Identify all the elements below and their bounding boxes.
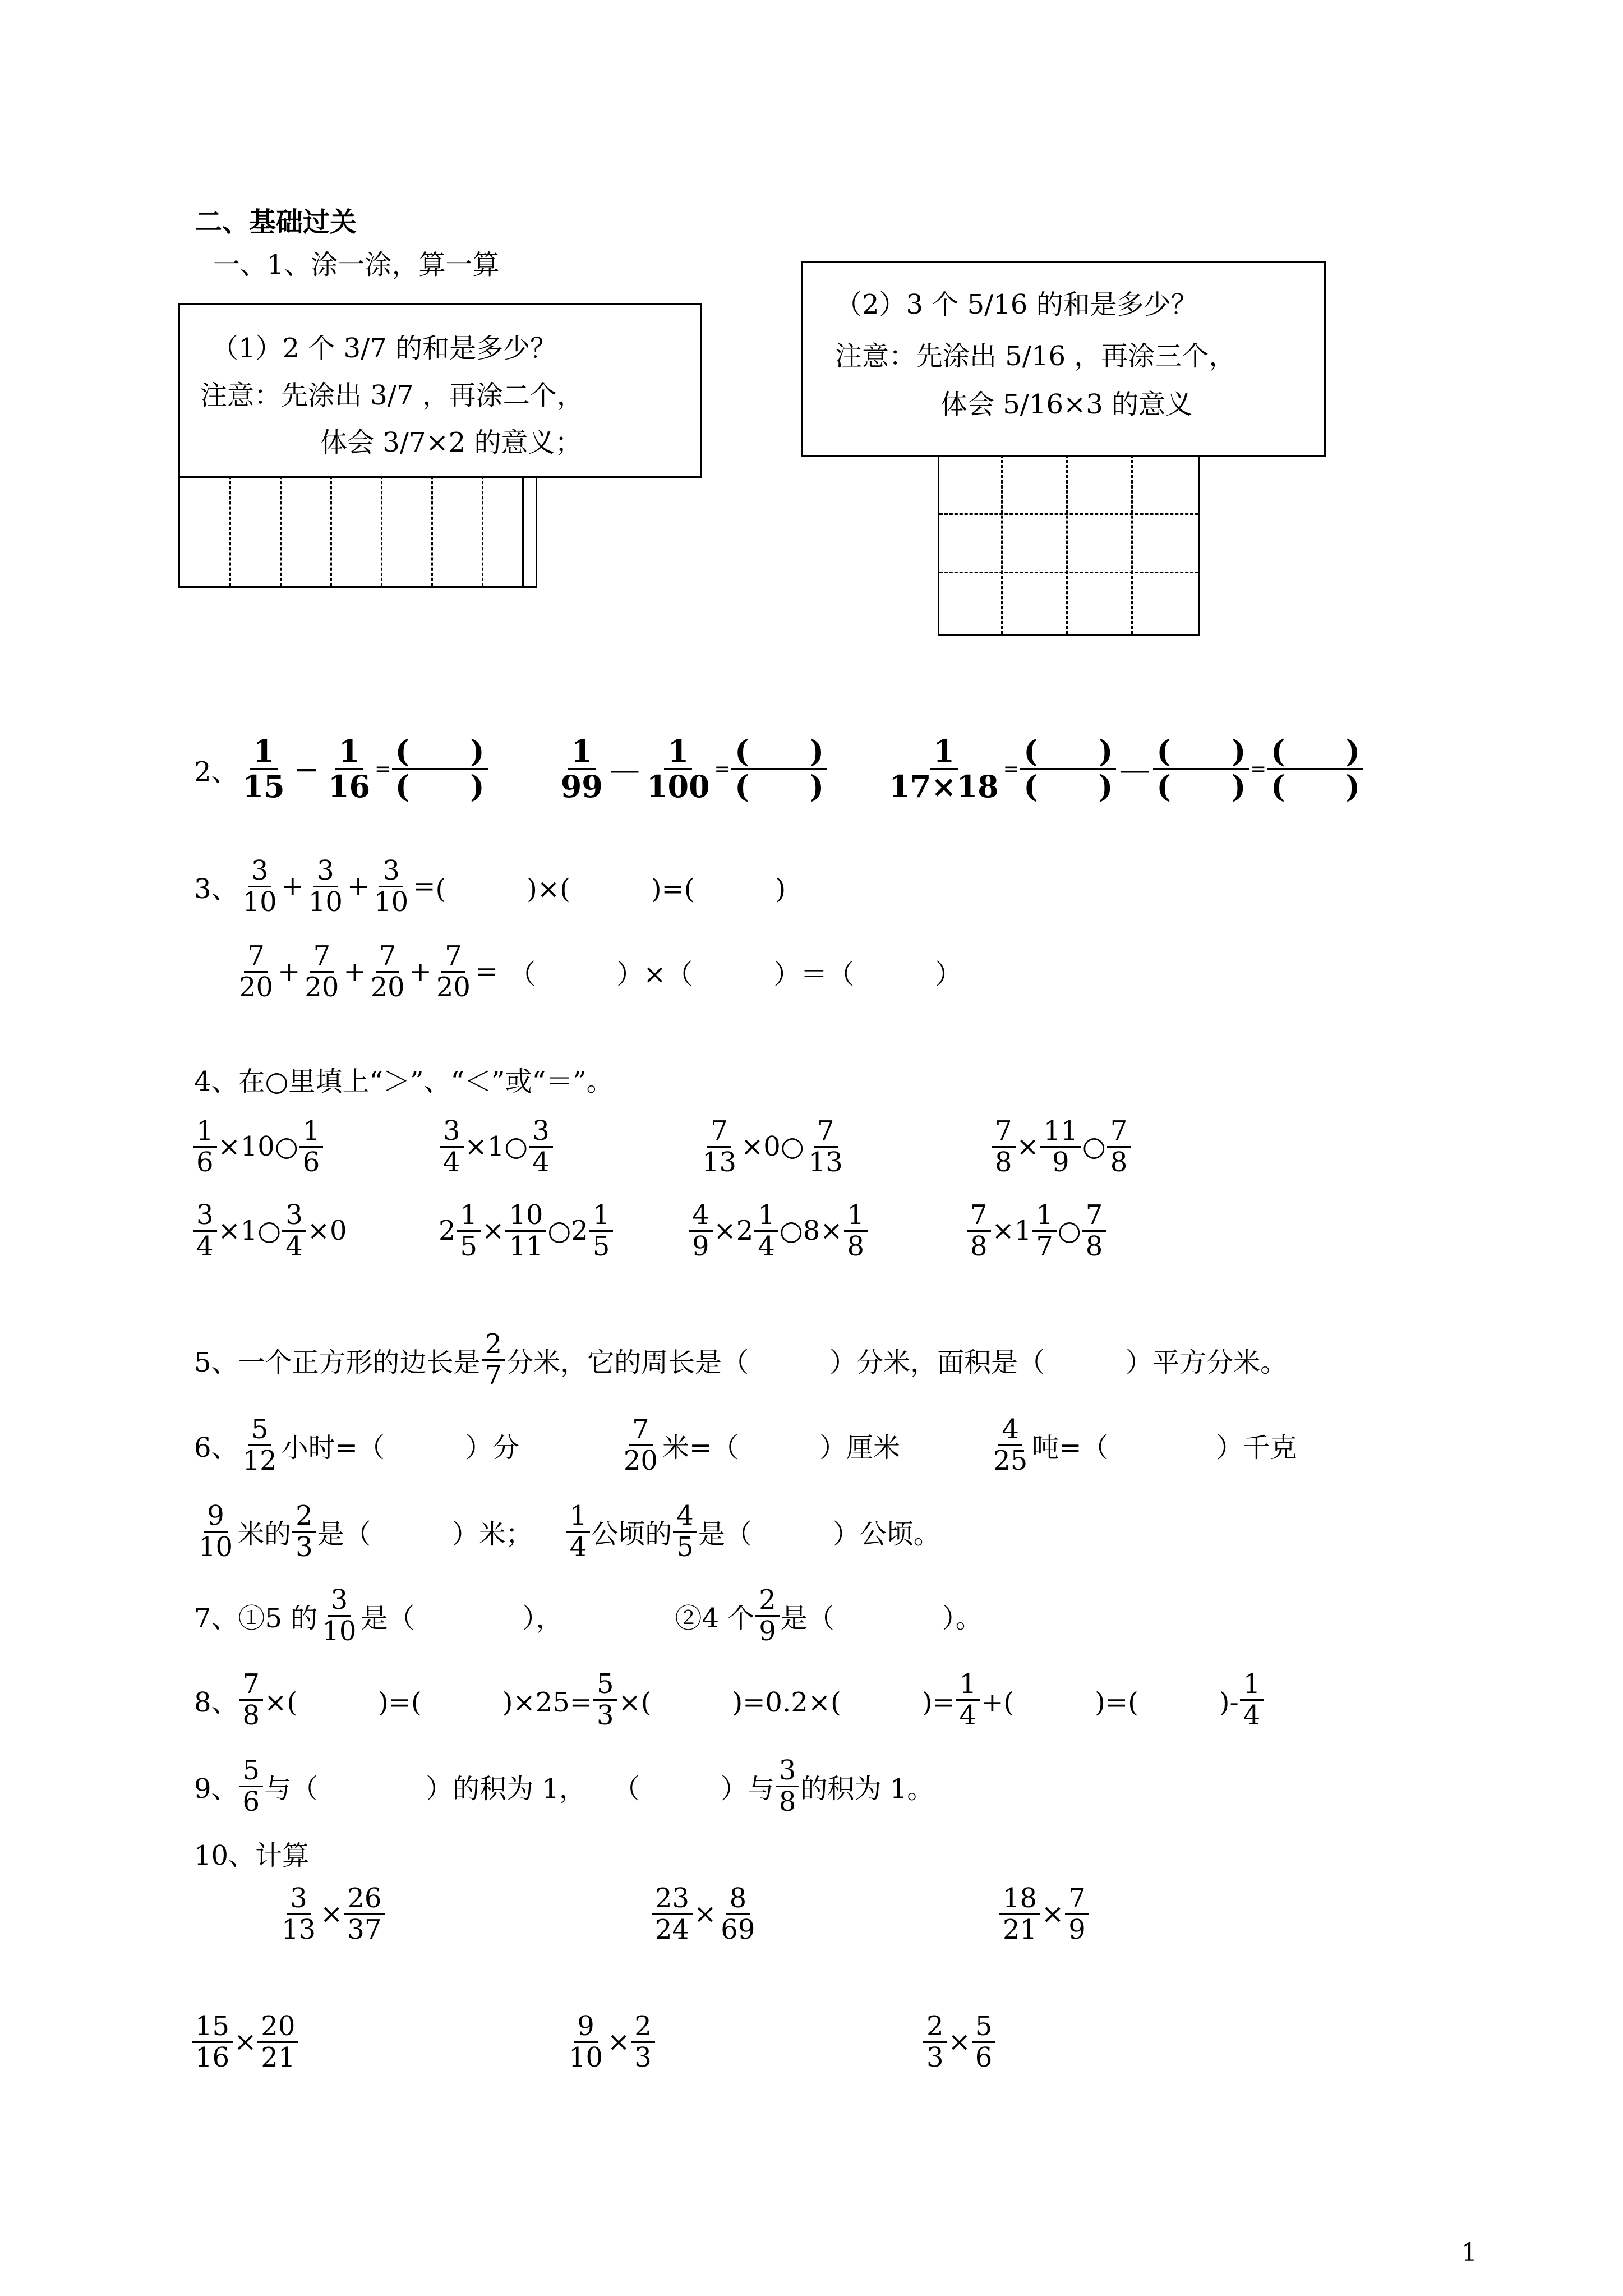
q4-heading: 4、在○里填上“＞”、“＜”或“＝”。 (194, 1066, 614, 1097)
q8-line: 8、 $\frac{7}{8}$ ×( )=( )×25= $\frac{5}{3}$ ×( )=0.2×( )= $\frac{1}{4}$ +( )=( )- 1 4 (194, 1669, 1265, 1731)
q2-row (194, 735, 1364, 804)
q10-heading: 10、计算 (194, 1840, 310, 1871)
q4-row-2-c: $\frac{4}{9}$ ×2 1 4 ○8× $\frac{1}{8}$ (688, 1200, 869, 1262)
q4-row-1-a: $\frac{1}{6}$ ×10○ 1 6 (192, 1116, 324, 1177)
q4-row-1-b: $\frac{3}{4}$ ×1○ 3 4 (439, 1116, 554, 1177)
page-number: 1 (1461, 2238, 1477, 2267)
q3-line-1: 3、 3 10 + $\frac{3}{10}$ + $\frac{3}{10}$ = ( )×( )=( ) (194, 855, 786, 918)
q4-row-2-d: $\frac{7}{8}$ ×1 1 7 ○ 7 8 (966, 1200, 1107, 1262)
q6-line-1: 6、 5 12 小时=（ ）分 7 20 米=（ ）厘米 4 25 吨=（ ）千克 (194, 1414, 1297, 1476)
q4-row-1-d: $\frac{7}{8}$ × $\frac{11}{9}$ ○ 7 8 (990, 1116, 1132, 1177)
shading-grid-1 (178, 469, 537, 588)
q5-line: 5、一个正方形的边长是 2 7 分米，它的周长是（ ）分米，面积是（ ）平方分米。 (194, 1328, 1288, 1391)
box1-line3: 体会 3/7×2 的意义； (320, 427, 582, 458)
box2-line1: （2）3 个 5/16 的和是多少？ (835, 289, 1198, 320)
q10-item-2: $\frac{23}{24}$ × $\frac{8}{69}$ (651, 1884, 759, 1945)
q2-expr-3: $\frac{1}{17\times 18}$ = ( ) ( ) — ( ) ( ) = ( ) ( ) (884, 735, 1364, 804)
question-box-2 (801, 261, 1326, 457)
q4-row-2-b: 2 $\frac{1}{5}$ × $\frac{10}{11}$ ○2 1 5 (439, 1200, 614, 1262)
q2-expr-2: 1 99 — $\frac{1}{100}$ = ( ) ( ) (556, 735, 829, 804)
q9-line: 9、 5 6 与（ ）的积为 1， （ ）与 3 8 的积为 1。 (194, 1755, 934, 1818)
q4-row-2-a: $\frac{3}{4}$ ×1○ $\frac{3}{4}$ ×0 (192, 1200, 347, 1262)
section-title: 二、基础过关 (195, 206, 357, 238)
box2-line3: 体会 5/16×3 的意义 (940, 389, 1193, 420)
q7-line: 7、①5 的 3 10 是（ ）， ②4 个 2 9 是（ ）。 (194, 1584, 983, 1647)
q10-item-3: $\frac{18}{21}$ × $\frac{7}{9}$ (998, 1884, 1090, 1945)
box2-line2: 注意：先涂出 5/16 ，再涂三个， (835, 341, 1236, 372)
q10-item-1: $\frac{3}{13}$ × $\frac{26}{37}$ (277, 1884, 386, 1945)
q4-row-1-c: $\frac{7}{13}$ ×0○ 7 13 (702, 1115, 843, 1178)
q2-expr-1: 1 15 − $\frac{1}{16}$ = ( ) ( ) (238, 735, 489, 804)
q10-item-6: $\frac{2}{3}$ × $\frac{5}{6}$ (922, 2012, 997, 2073)
q1-heading: 一、1、涂一涂，算一算 (213, 249, 500, 280)
q2-label: 2、 (194, 756, 238, 788)
q3-line-2: 7 20 + $\frac{7}{20}$ + $\frac{7}{20}$ + $\frac{7}{20}$ = （ ）×（ ）＝（ ） (239, 940, 962, 1003)
question-box-1 (178, 303, 702, 478)
box1-line1: （1）2 个 3/7 的和是多少？ (211, 333, 557, 364)
q10-item-5: $\frac{9}{10}$ × $\frac{2}{3}$ (564, 2012, 656, 2073)
q10-item-4: $\frac{15}{16}$ × $\frac{20}{21}$ (191, 2012, 299, 2073)
shading-grid-2 (938, 453, 1200, 636)
box1-line2: 注意：先涂出 3/7 ，再涂二个， (200, 380, 584, 411)
q6-line-2: 9 10 米的 2 3 是（ ）米； 1 4 公顷的 4 5 是（ ）公顷。 (199, 1500, 940, 1563)
